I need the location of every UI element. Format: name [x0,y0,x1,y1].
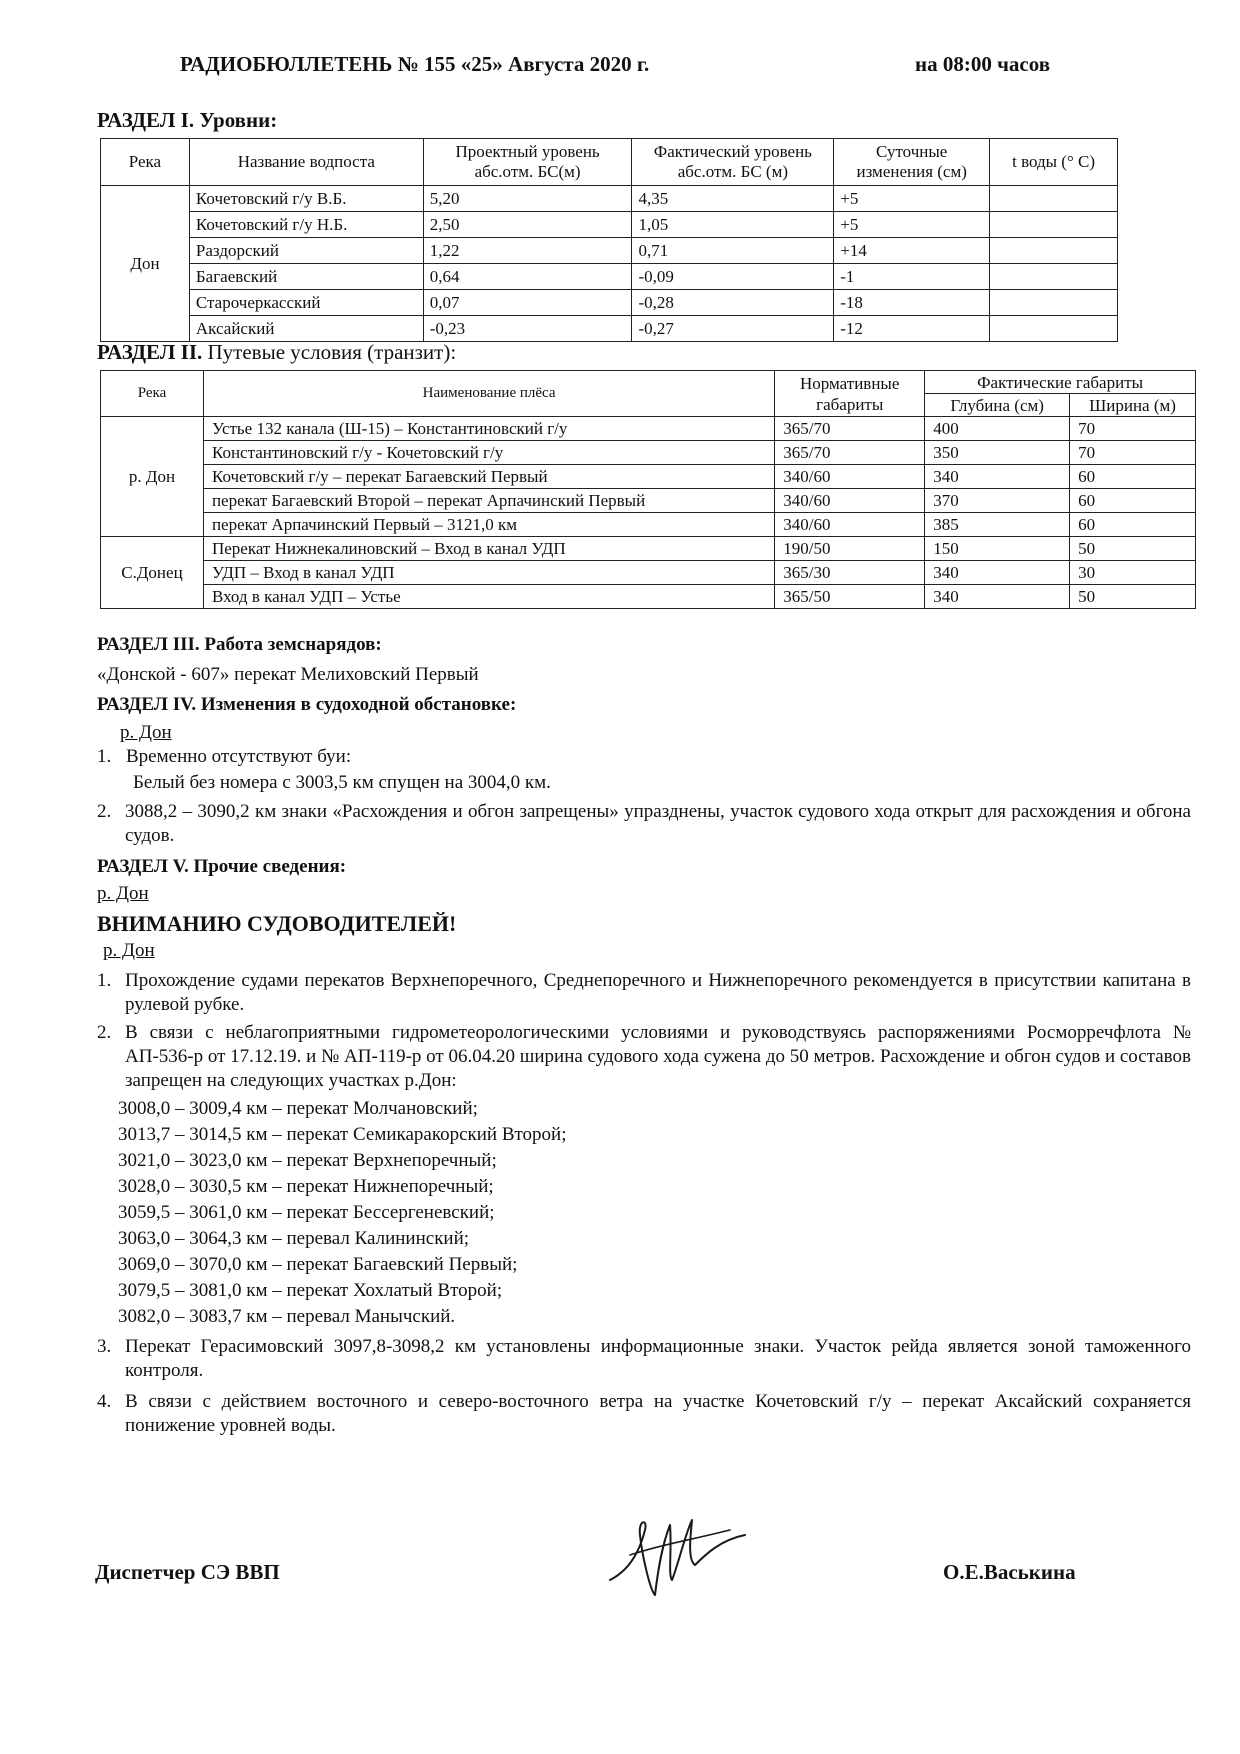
attention-item-num: 1. [97,970,112,991]
bulletin-title: РАДИОБЮЛЛЕТЕНЬ № 155 «25» Августа 2020 г. [180,52,650,76]
section5-title: РАЗДЕЛ V. Прочие сведения: [97,856,347,877]
attention-item-1 [97,969,1191,1019]
section4-item1-num: 1. [97,746,112,767]
change-cell: -18 [834,290,990,316]
depth-cell: 340 [925,585,1070,609]
col-daily-change: Суточные изменения (см) [834,139,990,186]
temp-cell [990,264,1118,290]
normative-cell: 365/50 [775,585,925,609]
depth-cell: 150 [925,537,1070,561]
depth-cell: 340 [925,561,1070,585]
attention-item-text: В связи с действием восточного и северо-восточного ветра на участке Кочетовский г/у – перекат Аксайский сохраняется понижение уровней воды. [125,1391,1191,1436]
design-cell: 2,50 [423,212,632,238]
section4-title: РАЗДЕЛ IV. Изменения в судоходной обстановке: [97,694,517,715]
temp-cell [990,290,1118,316]
reach-cell: Перекат Нижнекалиновский – Вход в канал УДП [203,537,774,561]
section3-text: «Донской - 607» перекат Мелиховский Первый [97,664,479,685]
change-cell: -1 [834,264,990,290]
km-line: 3021,0 – 3023,0 км – перекат Верхнепоречный; [118,1150,497,1171]
river-cell: Дон [101,186,190,342]
change-cell: +5 [834,186,990,212]
section3-title: РАЗДЕЛ III. Работа земснарядов: [97,634,382,655]
section2-title-rest: Путевые условия (транзит): [202,340,457,364]
design-cell: 0,07 [423,290,632,316]
width-cell: 70 [1070,417,1196,441]
width-cell: 50 [1070,585,1196,609]
attention-river: р. Дон [103,940,155,961]
table-row [101,264,1118,290]
section4-item1-title: Временно отсутствуют буи: [126,746,352,767]
table-row [101,585,1196,609]
attention-title: ВНИМАНИЮ СУДОВОДИТЕЛЕЙ! [97,911,457,936]
table-row [101,238,1118,264]
normative-cell: 365/30 [775,561,925,585]
table-row [101,537,1196,561]
river-cell: р. Дон [101,417,204,537]
post-cell: Старочеркасский [189,290,423,316]
reach-cell: перекат Арпачинский Первый – 3121,0 км [203,513,774,537]
width-cell: 60 [1070,465,1196,489]
actual-cell: -0,09 [632,264,834,290]
post-cell: Кочетовский г/у В.Б. [189,186,423,212]
table-row [101,489,1196,513]
col-depth: Глубина (см) [925,394,1070,417]
section1-title: РАЗДЕЛ I. Уровни: [97,108,278,132]
post-cell: Раздорский [189,238,423,264]
river-cell: С.Донец [101,537,204,609]
col-actual: Фактические габариты [925,371,1196,394]
col-normative: Нормативные габариты [775,371,925,417]
actual-cell: 0,71 [632,238,834,264]
section5-river: р. Дон [97,883,149,904]
table-row [101,290,1118,316]
col-water-temp: t воды (° С) [990,139,1118,186]
levels-table [100,138,1118,342]
km-line: 3082,0 – 3083,7 км – перевал Манычский. [118,1306,456,1327]
depth-cell: 400 [925,417,1070,441]
actual-cell: -0,28 [632,290,834,316]
section4-item2-text: 3088,2 – 3090,2 км знаки «Расхождения и обгон запрещены» упразднены, участок судового хода открыт для расхождения и обгона судов. [125,801,1191,846]
reach-cell: Кочетовский г/у – перекат Багаевский Первый [203,465,774,489]
post-cell: Кочетовский г/у Н.Б. [189,212,423,238]
attention-item-2 [97,1021,1191,1096]
transit-header-row [101,371,1196,394]
table-row [101,465,1196,489]
width-cell: 60 [1070,489,1196,513]
col-width: Ширина (м) [1070,394,1196,417]
width-cell: 60 [1070,513,1196,537]
temp-cell [990,186,1118,212]
section2-title-bold: РАЗДЕЛ II. [97,340,203,364]
col-river: Река [101,371,204,417]
reach-cell: Вход в канал УДП – Устье [203,585,774,609]
section4-river: р. Дон [120,722,172,743]
normative-cell: 340/60 [775,513,925,537]
table-row [101,441,1196,465]
km-line: 3059,5 – 3061,0 км – перекат Бессергеневский; [118,1202,495,1223]
depth-cell: 370 [925,489,1070,513]
normative-cell: 365/70 [775,441,925,465]
width-cell: 30 [1070,561,1196,585]
table-row [101,212,1118,238]
normative-cell: 365/70 [775,417,925,441]
post-cell: Багаевский [189,264,423,290]
table-row [101,561,1196,585]
km-line: 3008,0 – 3009,4 км – перекат Молчановский; [118,1098,478,1119]
col-river: Река [101,139,190,186]
temp-cell [990,316,1118,342]
temp-cell [990,238,1118,264]
dispatcher-name: О.Е.Васькина [943,1560,1076,1584]
width-cell: 70 [1070,441,1196,465]
actual-cell: 4,35 [632,186,834,212]
km-line: 3069,0 – 3070,0 км – перекат Багаевский Первый; [118,1254,518,1275]
post-cell: Аксайский [189,316,423,342]
temp-cell [990,212,1118,238]
change-cell: -12 [834,316,990,342]
reach-cell: УДП – Вход в канал УДП [203,561,774,585]
depth-cell: 340 [925,465,1070,489]
width-cell: 50 [1070,537,1196,561]
table-row [101,417,1196,441]
attention-item-num: 4. [97,1391,112,1412]
section4-item2 [97,800,1191,850]
change-cell: +14 [834,238,990,264]
transit-table [100,370,1196,609]
section2-title [97,340,456,365]
depth-cell: 385 [925,513,1070,537]
attention-item-text: Перекат Герасимовский 3097,8-3098,2 км установлены информационные знаки. Участок рейда является зоной таможенного контроля. [125,1336,1191,1381]
normative-cell: 340/60 [775,489,925,513]
section4-item1-text: Белый без номера с 3003,5 км спущен на 3004,0 км. [133,772,551,793]
depth-cell: 350 [925,441,1070,465]
km-line: 3013,7 – 3014,5 км – перекат Семикаракорский Второй; [118,1124,567,1145]
section4-item2-num: 2. [97,801,112,822]
col-design-level: Проектный уровень абс.отм. БС(м) [423,139,632,186]
actual-cell: -0,27 [632,316,834,342]
attention-item-4 [97,1390,1191,1440]
reach-cell: Устье 132 канала (Ш-15) – Константиновский г/у [203,417,774,441]
actual-cell: 1,05 [632,212,834,238]
design-cell: 0,64 [423,264,632,290]
reach-cell: Константиновский г/у - Кочетовский г/у [203,441,774,465]
table-row [101,316,1118,342]
normative-cell: 340/60 [775,465,925,489]
col-reach: Наименование плёса [203,371,774,417]
attention-item-text: В связи с неблагоприятными гидрометеорологическими условиями и руководствуясь распоряжениями Росморречфлота № АП-536-р от 17.12.19. и № АП-119-р от 06.04.20 ширина судового хода сужена до 50 метров. Расхождение и обгон судов и составов запрещен на следующих участках р.Дон: [125,1022,1191,1091]
table-row [101,513,1196,537]
col-actual-level: Фактический уровень абс.отм. БС (м) [632,139,834,186]
col-post: Название водпоста [189,139,423,186]
table-row [101,186,1118,212]
attention-item-num: 3. [97,1336,112,1357]
signature-image [600,1510,750,1600]
normative-cell: 190/50 [775,537,925,561]
reach-cell: перекат Багаевский Второй – перекат Арпачинский Первый [203,489,774,513]
km-line: 3028,0 – 3030,5 км – перекат Нижнепоречный; [118,1176,494,1197]
design-cell: 5,20 [423,186,632,212]
km-line: 3079,5 – 3081,0 км – перекат Хохлатый Второй; [118,1280,503,1301]
change-cell: +5 [834,212,990,238]
attention-item-num: 2. [97,1022,112,1043]
attention-item-3 [97,1335,1191,1385]
design-cell: -0,23 [423,316,632,342]
design-cell: 1,22 [423,238,632,264]
attention-item-text: Прохождение судами перекатов Верхнепоречного, Среднепоречного и Нижнепоречного рекомендуется в присутствии капитана в рулевой рубке. [125,970,1191,1015]
dispatcher-title: Диспетчер СЭ ВВП [95,1560,280,1584]
bulletin-time: на 08:00 часов [915,52,1051,76]
km-line: 3063,0 – 3064,3 км – перевал Калининский; [118,1228,470,1249]
levels-header-row [101,139,1118,186]
